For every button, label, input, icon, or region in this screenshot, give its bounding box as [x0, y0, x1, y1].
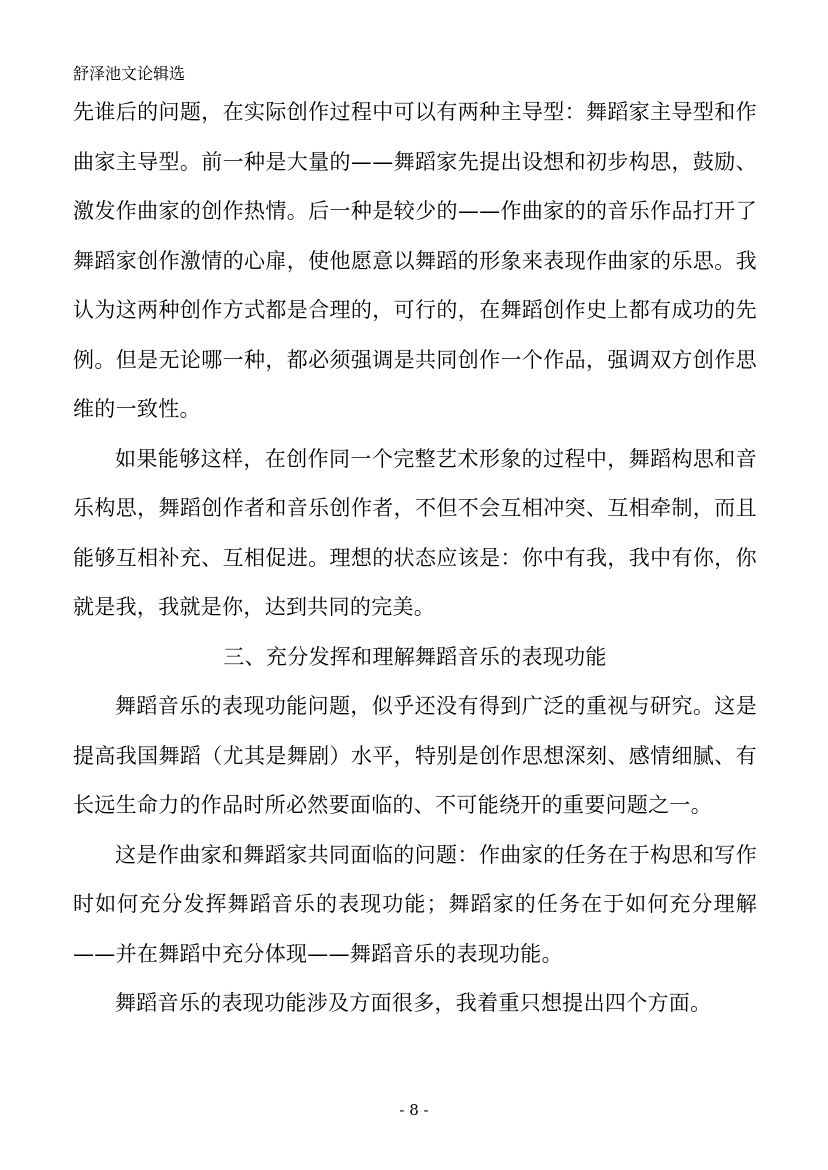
page-number: - 8 -	[399, 1101, 429, 1119]
body-paragraph: 这是作曲家和舞蹈家共同面临的问题：作曲家的任务在于构思和写作时如何充分发挥舞蹈音乐的表现功能；舞蹈家的任务在于如何充分理解——并在舞蹈中充分体现——舞蹈音乐的表现功能。	[73, 842, 757, 966]
body-paragraph: 舞蹈音乐的表现功能涉及方面很多，我着重只想提出四个方面。	[115, 991, 712, 1015]
body-paragraph: 如果能够这样，在创作同一个完整艺术形象的过程中，舞蹈构思和音乐构思，舞蹈创作者和音乐创作者，不但不会互相冲突、互相牵制，而且能够互相补充、互相促进。理想的状态应该是：你中有我，我中有你，你就是我，我就是你，达到共同的完美。	[73, 446, 757, 619]
body-paragraph: 舞蹈音乐的表现功能问题，似乎还没有得到广泛的重视与研究。这是提高我国舞蹈（尤其是舞剧）水平，特别是创作思想深刻、感情细腻、有长远生命力的作品时所必然要面临的、不可能绕开的重要问题之一。	[73, 694, 757, 817]
body-paragraph-continued: 先谁后的问题，在实际创作过程中可以有两种主导型：舞蹈家主导型和作曲家主导型。前一种是大量的——舞蹈家先提出设想和初步构思，鼓励、激发作曲家的创作热情。后一种是较少的——作曲家的的音乐作品打开了舞蹈家创作激情的心扉，使他愿意以舞蹈的形象来表现作曲家的乐思。我认为这两种创作方式都是合理的，可行的，在舞蹈创作史上都有成功的先例。但是无论哪一种，都必须强调是共同创作一个作品，强调双方创作思维的一致性。	[73, 100, 757, 421]
section-heading: 三、充分发挥和理解舞蹈音乐的表现功能	[223, 644, 607, 669]
running-header: 舒泽池文论辑选	[73, 64, 186, 83]
document-body	[73, 88, 757, 1029]
